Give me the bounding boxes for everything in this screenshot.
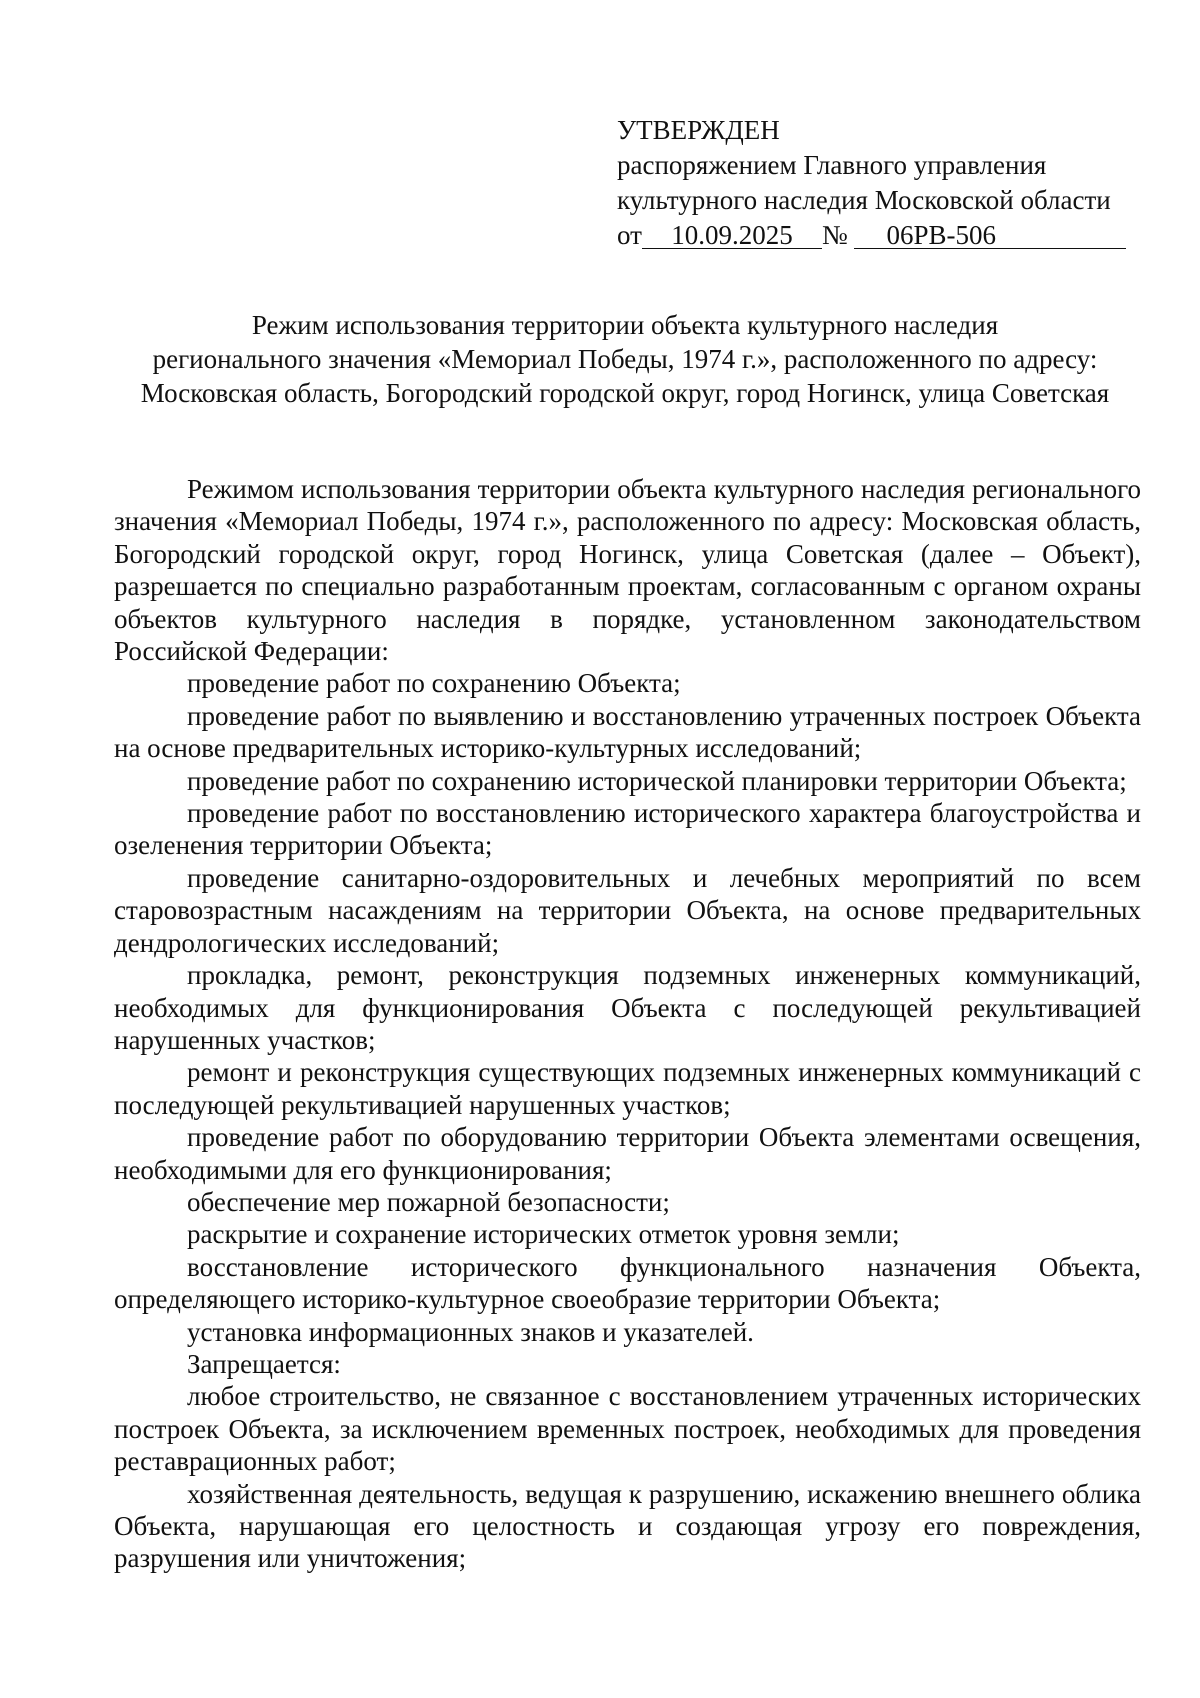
title-line-1: Режим использования территории объекта культурного наследия <box>251 310 999 340</box>
paragraph: восстановление исторического функционального назначения Объекта, определяющего историко-культурное своеобразие территории Объекта; <box>114 1251 1141 1315</box>
number-sign: № <box>821 220 848 250</box>
paragraph: ремонт и реконструкция существующих подземных инженерных коммуникаций с последующей рекультивацией нарушенных участков; <box>114 1057 1141 1120</box>
paragraph: прокладка, ремонт, реконструкция подземных инженерных коммуникаций, необходимых для функционирования Объекта с последующей рекультивацией нарушенных участков; <box>114 960 1141 1055</box>
approval-heading: УТВЕРЖДЕН <box>617 115 780 145</box>
document-body <box>114 473 1141 1575</box>
paragraph: проведение работ по восстановлению исторического характера благоустройства и озеленения территории Объекта; <box>114 798 1141 861</box>
approval-line-2: культурного наследия Московской области <box>617 185 1111 215</box>
document-title <box>110 308 1140 410</box>
paragraph: раскрытие и сохранение исторических отметок уровня земли; <box>187 1219 900 1250</box>
paragraph: любое строительство, не связанное с восстановлением утраченных исторических построек Объекта, за исключением временных построек, необходимых для проведения реставрационных работ; <box>114 1381 1141 1477</box>
paragraph: Режимом использования территории объекта культурного наследия регионального значения «Мемориал Победы, 1974 г.», расположенного по адресу: Московская область, Богородский городской округ, город Ногинск, улица Советская (далее – Объект), разрешается по специально разработанным проектам, согласованным с органом охраны объектов культурного наследия в порядке, установленном законодательством Российской Федерации: <box>114 474 1141 667</box>
paragraph: проведение работ по выявлению и восстановлению утраченных построек Объекта на основе предварительных историко-культурных исследований; <box>114 700 1141 764</box>
paragraph: проведение работ по сохранению исторической планировки территории Объекта; <box>187 765 1127 796</box>
approval-line-1: распоряжением Главного управления <box>617 150 1047 180</box>
paragraph: проведение работ по сохранению Объекта; <box>187 668 681 699</box>
paragraph: установка информационных знаков и указателей. <box>187 1316 754 1347</box>
approval-number: 06РВ-506 <box>854 222 1126 249</box>
date-prefix: от <box>617 220 642 250</box>
title-line-2: регионального значения «Мемориал Победы, 1974 г.», расположенного по адресу: <box>152 344 1098 374</box>
paragraph: обеспечение мер пожарной безопасности; <box>187 1186 670 1217</box>
approval-reference <box>617 218 1137 253</box>
title-line-3: Московская область, Богородский городской округ, город Ногинск, улица Советская <box>140 378 1110 408</box>
paragraph: хозяйственная деятельность, ведущая к разрушению, искажению внешнего облика Объекта, нарушающая его целостность и создающая угрозу его повреждения, разрушения или уничтожения; <box>114 1478 1141 1574</box>
paragraph: проведение работ по оборудованию территории Объекта элементами освещения, необходимыми для его функционирования; <box>114 1122 1141 1185</box>
paragraph: Запрещается: <box>187 1348 341 1379</box>
paragraph: проведение санитарно-оздоровительных и лечебных мероприятий по всем старовозрастным насаждениям на территории Объекта, на основе предварительных дендрологических исследований; <box>114 862 1141 958</box>
approval-date: 10.09.2025 <box>642 222 822 249</box>
approval-block <box>617 113 1137 253</box>
